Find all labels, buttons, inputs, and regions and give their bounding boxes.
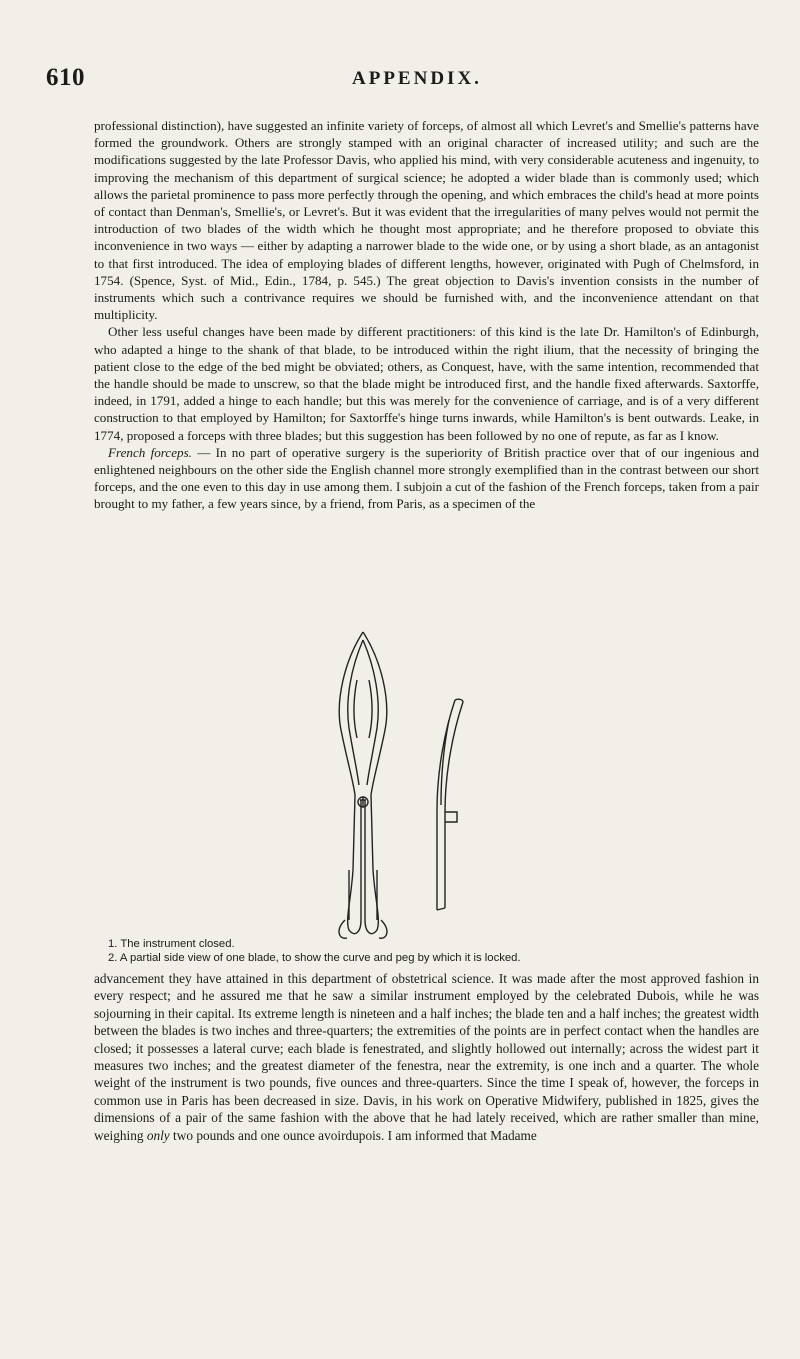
forceps-illustration	[305, 620, 505, 940]
italic-lead: French forceps.	[108, 444, 192, 460]
paragraph-text-after: two pounds and one ounce avoirdupois. I am informed that Madame	[169, 1127, 537, 1143]
paragraph-text: — In no part of operative surgery is the superiority of British practice over that of our ingenious and enlightened neighbours on the other side the English channel more strongly exemplified than in the contrast between our short forceps, and the one even to this day in use among them. I subjoin a cut of the fashion of the French forceps, taken from a pair brought to my father, a few years since, by a friend, from Paris, as a specimen of the	[94, 444, 760, 512]
italic-word: only	[146, 1127, 170, 1143]
body-text-top	[94, 117, 759, 513]
forceps-drawing	[305, 620, 505, 940]
paragraph	[94, 444, 759, 513]
paragraph	[94, 970, 759, 1144]
paragraph-text: advancement they have attained in this department of obstetrical science. It was made after the most approved fashion in every respect; and he assured me that he saw a similar instrument employed by the celebrated Dubois, while he was sojourning in their capital. Its extreme length is nineteen and a half inches; the blade ten and a half inches; the greatest width between the blades is two inches and three-quarters; the extremities of the points are in perfect contact when the handles are closed; it possesses a lateral curve; each blade is fenestrated, and slightly hollowed out internally; across the widest part it measures two inches; and the greatest diameter of the fenestra, near the extremity, is one inch and a quarter. The whole weight of the instrument is two pounds, five ounces and three-quarters. Since the time I speak of, however, the forceps in common use in Paris has been decreased in size. Davis, in his work on Operative Midwifery, published in 1825, gives the dimensions of a pair of the same fashion with the above that he had lately received, which are rather smaller than mine, weighing	[94, 971, 759, 1143]
caption-2: 2. A partial side view of one blade, to show the curve and peg by which it is locked.	[108, 951, 521, 964]
running-head: APPENDIX.	[352, 68, 482, 89]
body-text-bottom	[94, 970, 759, 1144]
paragraph: professional distinction), have suggested an infinite variety of forceps, of almost all which Levret's and Smellie's patterns have formed the groundwork. Others are strongly stamped with an original character of increased utility; and such are the modifications suggested by the late Professor Davis, who applied his mind, with very considerable acuteness and ingenuity, to improving the mechanism of this department of surgical science; he adopted a wider blade than is commonly used; which allows the parietal prominence to pass more perfectly through the opening, and which embraces the child's head at more points of contact than Denman's, Smellie's, or Levret's. But it was evident that the irregularities of many pelves would not permit the introduction of two blades of the width which he thought most appropriate; and he therefore proposed to obviate this inconvenience in two ways — either by adapting a narrower blade to the wide one, or by using a short blade, as an antagonist to that first introduced. The idea of employing blades of different lengths, however, originated with Pugh of Chelmsford, in 1754. (Spence, Syst. of Mid., Edin., 1784, p. 545.) The great objection to Davis's invention consists in the number of instruments which such a contrivance requires we should be furnished with, and the inconvenience attendant on that multiplicity.	[94, 118, 759, 323]
caption-1: 1. The instrument closed.	[108, 938, 235, 950]
paragraph: Other less useful changes have been made by different practitioners: of this kind is the late Dr. Hamilton's of Edinburgh, who adapted a hinge to the shank of that blade, to be introduced within the right ilium, that the necessity of bringing the patient close to the edge of the bed might be obviated; others, as Conquest, have, with the same intention, recommended that the handle should be made to unscrew, so that the blade might be introduced first, and the handle fixed afterwards. Saxtorffe, indeed, in 1791, added a hinge to each handle; but this was merely for the convenience of carriage, and is of a very different construction to that employed by Hamilton; for Saxtorffe's hinge turns inwards, while Hamilton's is bent outwards. Leake, in 1774, proposed a forceps with three blades; but this suggestion has been followed by no one of repute, as far as I know.	[94, 324, 759, 443]
figure-captions	[108, 938, 748, 965]
page-number: 610	[46, 64, 85, 91]
